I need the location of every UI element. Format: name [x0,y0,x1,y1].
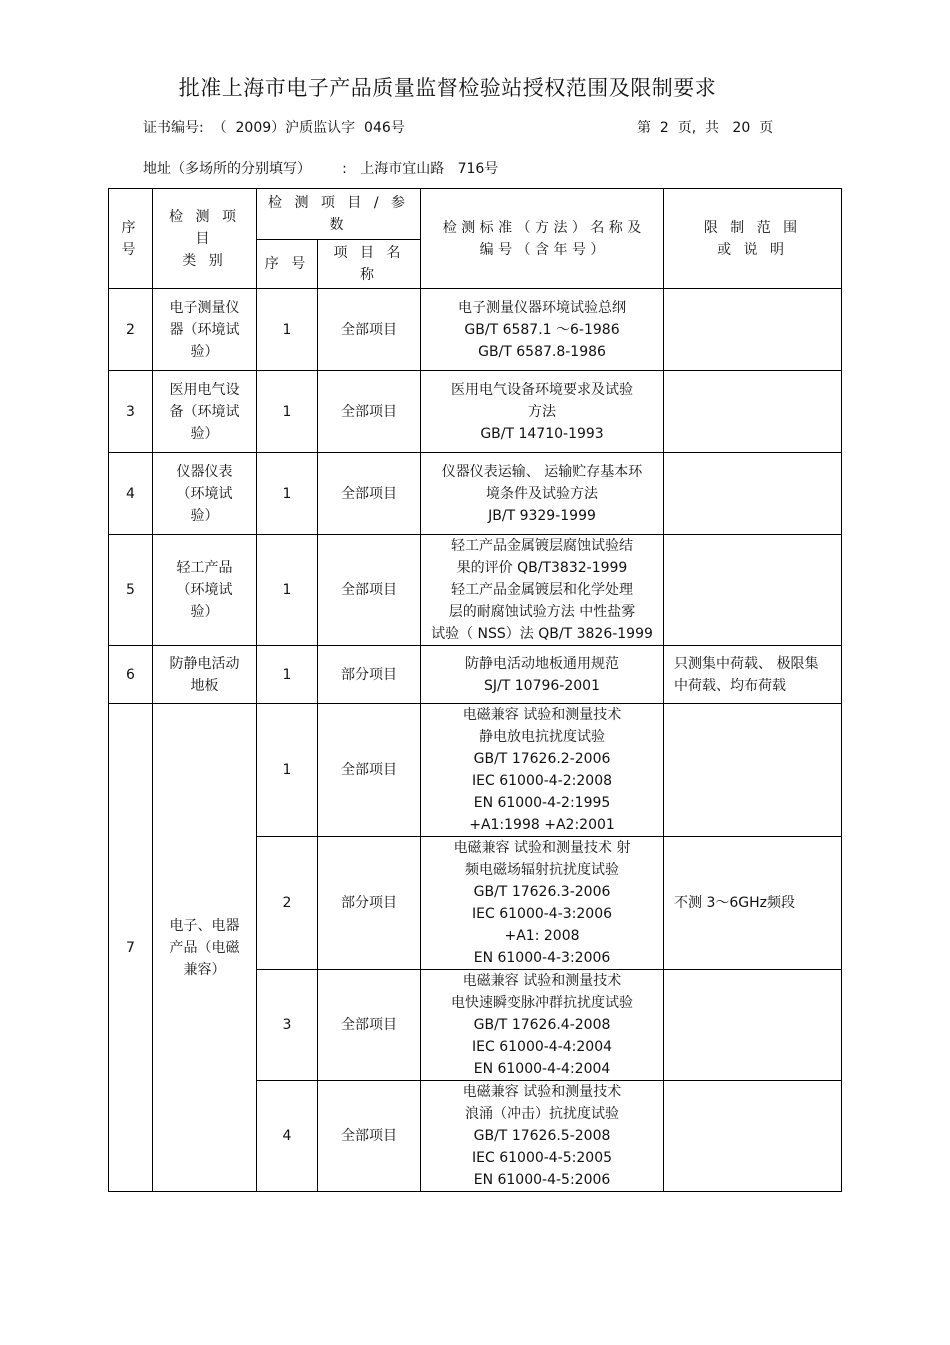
row-param-name: 部分项目 [318,837,421,970]
row-param-seq: 1 [257,646,318,704]
row-standard: 防静电活动地板通用规范 SJ/T 10796-2001 [421,646,664,704]
row-limit [664,970,842,1081]
address-value: 上海市宜山路 716号 [360,161,499,177]
row-limit [664,371,842,453]
page-info: 第 2 页, 共 20 页 [637,120,774,136]
row-limit: 只测集中荷载、 极限集 中荷载、均布荷载 [664,646,842,704]
header-standard: 检 测 标 准 （ 方 法 ） 名 称 及 编 号 （ 含 年 号 ） [421,189,664,289]
row-param-name: 全部项目 [318,970,421,1081]
row-category: 医用电气设 备（环境试 验） [153,371,257,453]
row-param-seq: 1 [257,704,318,837]
row-param-seq: 1 [257,453,318,535]
row-param-name: 全部项目 [318,1081,421,1192]
row-standard: 电磁兼容 试验和测量技术 电快速瞬变脉冲群抗扰度试验 GB/T 17626.4-2008 IEC 61000-4-4:2004 EN 61000-4-4:2004 [421,970,664,1081]
header-params: 检 测 项 目 / 参 数 [257,189,421,240]
header-param-seq: 序 号 [257,240,318,289]
certificate-number: （ 2009）沪质监认字 046号 [212,120,405,136]
row-seq: 4 [109,453,153,535]
row-seq: 5 [109,535,153,646]
row-standard: 医用电气设备环境要求及试验 方法 GB/T 14710-1993 [421,371,664,453]
row-param-name: 全部项目 [318,453,421,535]
header-seq: 序 号 [109,189,153,289]
address-label: 地址（多场所的分别填写） [143,161,311,177]
row-param-seq: 1 [257,535,318,646]
row-category: 防静电活动 地板 [153,646,257,704]
row-param-seq: 2 [257,837,318,970]
row-standard: 电磁兼容 试验和测量技术 静电放电抗扰度试验 GB/T 17626.2-2006 IEC 61000-4-2:2008 EN 61000-4-2:1995 +A1:1998 +A2:2001 [421,704,664,837]
row-seq: 6 [109,646,153,704]
row-category: 轻工产品 （环境试 验） [153,535,257,646]
page-title: 批准上海市电子产品质量监督检验站授权范围及限制要求 [178,76,717,100]
group-category: 电子、电器 产品（电磁 兼容） [153,704,257,1192]
row-limit [664,289,842,371]
row-param-seq: 1 [257,289,318,371]
row-limit [664,535,842,646]
row-standard: 仪器仪表运输、 运输贮存基本环 境条件及试验方法 JB/T 9329-1999 [421,453,664,535]
row-param-name: 全部项目 [318,289,421,371]
row-standard: 轻工产品金属镀层腐蚀试验结 果的评价 QB/T3832-1999 轻工产品金属镀层和化学处理 层的耐腐蚀试验方法 中性盐雾 试验（ NSS）法 QB/T 3826-1999 [421,535,664,646]
row-param-seq: 4 [257,1081,318,1192]
certificate-label: 证书编号: [143,120,204,136]
row-limit [664,1081,842,1192]
row-param-name: 全部项目 [318,704,421,837]
row-standard: 电磁兼容 试验和测量技术 射 频电磁场辐射抗扰度试验 GB/T 17626.3-2006 IEC 61000-4-3:2006 +A1: 2008 EN 61000-4-3:2006 [421,837,664,970]
address-line [143,158,498,178]
row-param-seq: 1 [257,371,318,453]
row-category: 仪器仪表 （环境试 验） [153,453,257,535]
header-category: 检 测 项 目 类 别 [153,189,257,289]
authorization-table [108,188,842,1192]
group-seq: 7 [109,704,153,1192]
row-limit: 不测 3～6GHz频段 [664,837,842,970]
row-standard: 电磁兼容 试验和测量技术 浪涌（冲击）抗扰度试验 GB/T 17626.5-2008 IEC 61000-4-5:2005 EN 61000-4-5:2006 [421,1081,664,1192]
header-param-name: 项 目 名 称 [318,240,421,289]
row-limit [664,453,842,535]
row-param-name: 全部项目 [318,371,421,453]
row-seq: 2 [109,289,153,371]
address-separator: : [342,161,347,177]
row-param-seq: 3 [257,970,318,1081]
row-seq: 3 [109,371,153,453]
row-standard: 电子测量仪器环境试验总纲 GB/T 6587.1 ～6-1986 GB/T 6587.8-1986 [421,289,664,371]
certificate-line [143,117,405,137]
row-limit [664,704,842,837]
header-limit: 限 制 范 围 或 说 明 [664,189,842,289]
row-category: 电子测量仪 器（环境试 验） [153,289,257,371]
row-param-name: 部分项目 [318,646,421,704]
row-param-name: 全部项目 [318,535,421,646]
